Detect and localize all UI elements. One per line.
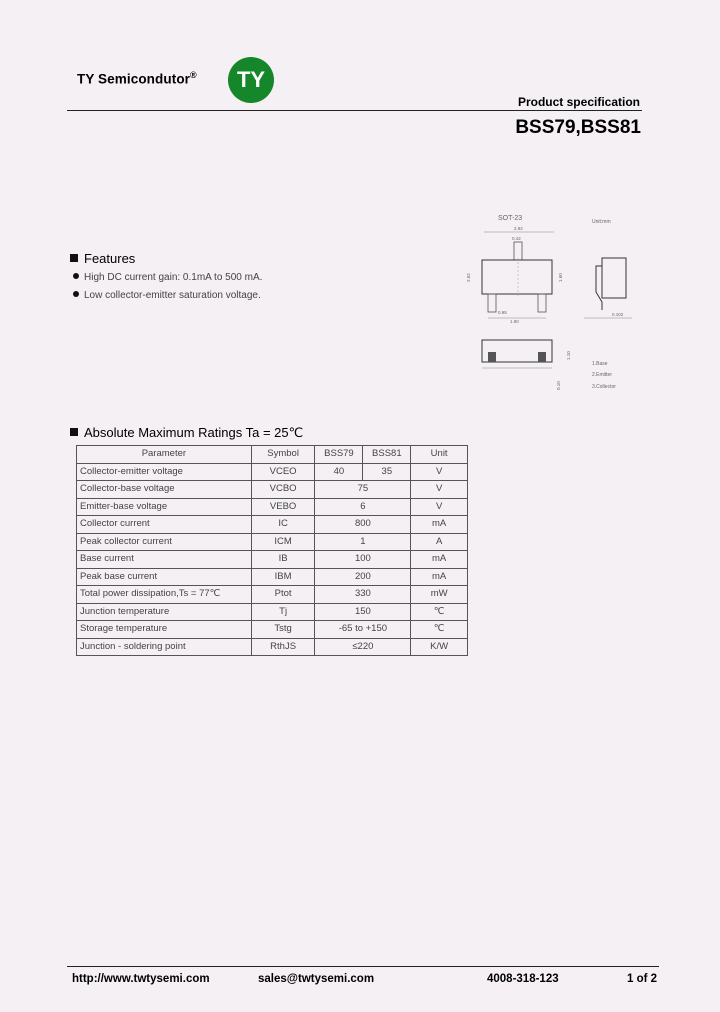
- dim-1-60: 1.60: [558, 273, 563, 282]
- unit-cell: V: [411, 463, 468, 481]
- table-row: [77, 516, 468, 534]
- symbol-cell: IC: [251, 516, 315, 534]
- table-row: [77, 638, 468, 656]
- symbol-cell: Ptot: [251, 586, 315, 604]
- bullet-square-icon: [70, 254, 78, 262]
- pin-top: [514, 242, 522, 260]
- feature-text: Low collector-emitter saturation voltage.: [84, 290, 261, 301]
- registered-mark: ®: [190, 70, 197, 80]
- table-header-row: [77, 446, 468, 464]
- unit-cell: V: [411, 481, 468, 499]
- value-cell: 200: [315, 568, 411, 586]
- symbol-cell: Tj: [251, 603, 315, 621]
- feature-text: High DC current gain: 0.1mA to 500 mA.: [84, 272, 263, 283]
- features-title: Features: [84, 251, 136, 266]
- parameter-cell: Collector-emitter voltage: [77, 463, 252, 481]
- dim-0-10: 0.10: [556, 381, 561, 390]
- parameter-cell: Storage temperature: [77, 621, 252, 639]
- pin-label-emitter: 2.Emitter: [592, 372, 613, 378]
- value-cell: 1: [315, 533, 411, 551]
- parameter-cell: Collector-base voltage: [77, 481, 252, 499]
- symbol-cell: VEBO: [251, 498, 315, 516]
- unit-cell: mA: [411, 551, 468, 569]
- absolute-maximum-ratings-table: [76, 445, 468, 656]
- dim-1-90: 1.90: [510, 319, 519, 324]
- bullet-square-icon: [70, 428, 78, 436]
- parameter-cell: Junction - soldering point: [77, 638, 252, 656]
- unit-cell: mW: [411, 586, 468, 604]
- unit-cell: A: [411, 533, 468, 551]
- unit-cell: ℃: [411, 603, 468, 621]
- pin-label-collector: 3.Collector: [592, 384, 616, 390]
- dim-1-10: 1.10: [566, 351, 571, 360]
- pin-label-base: 1.Base: [592, 361, 608, 367]
- value-cell: 150: [315, 603, 411, 621]
- package-body-side: [602, 258, 626, 298]
- footer-divider: [67, 966, 659, 967]
- footer-email-link[interactable]: sales@twtysemi.com: [258, 973, 375, 985]
- parameter-cell: Total power dissipation,Ts = 77℃: [77, 586, 252, 604]
- value-cell: 100: [315, 551, 411, 569]
- symbol-cell: ICM: [251, 533, 315, 551]
- header-divider: [67, 110, 642, 111]
- symbol-cell: IB: [251, 551, 315, 569]
- product-specification-label: Product specification: [517, 95, 640, 109]
- header-cell: BSS79: [315, 446, 363, 464]
- parameter-cell: Junction temperature: [77, 603, 252, 621]
- package-unit: Unit:mm: [592, 219, 611, 225]
- value-cell: 330: [315, 586, 411, 604]
- table-row: [77, 621, 468, 639]
- feature-item: [73, 272, 262, 283]
- value-cell: 40: [315, 463, 363, 481]
- symbol-cell: IBM: [251, 568, 315, 586]
- dim-2-92: 2.92: [514, 226, 523, 231]
- unit-cell: mA: [411, 568, 468, 586]
- header-cell: Parameter: [77, 446, 252, 464]
- table-row: [77, 463, 468, 481]
- bullet-dot-icon: [73, 291, 79, 297]
- table-row: [77, 551, 468, 569]
- symbol-cell: VCBO: [251, 481, 315, 499]
- table-row: [77, 498, 468, 516]
- footer-phone: 4008-318-123: [487, 973, 559, 985]
- parameter-cell: Collector current: [77, 516, 252, 534]
- dim-0-42: 0.42: [512, 236, 521, 241]
- part-number: BSS79,BSS81: [515, 117, 641, 138]
- header-cell: Unit: [411, 446, 468, 464]
- features-heading: [70, 251, 135, 266]
- package-name: SOT-23: [498, 215, 523, 222]
- pin-left: [488, 294, 496, 312]
- ratings-heading: [70, 425, 303, 441]
- company-name: [77, 70, 197, 87]
- bullet-dot-icon: [73, 273, 79, 279]
- unit-cell: ℃: [411, 621, 468, 639]
- value-cell: 75: [315, 481, 411, 499]
- symbol-cell: RthJS: [251, 638, 315, 656]
- value-cell: 35: [363, 463, 411, 481]
- parameter-cell: Emitter-base voltage: [77, 498, 252, 516]
- table-row: [77, 586, 468, 604]
- parameter-cell: Peak collector current: [77, 533, 252, 551]
- parameter-cell: Peak base current: [77, 568, 252, 586]
- table-row: [77, 481, 468, 499]
- footer-website-link[interactable]: http://www.twtysemi.com: [72, 973, 210, 985]
- unit-cell: K/W: [411, 638, 468, 656]
- table-row: [77, 603, 468, 621]
- value-cell: ≤220: [315, 638, 411, 656]
- value-cell: 800: [315, 516, 411, 534]
- pin-right: [538, 294, 546, 312]
- table-row: [77, 568, 468, 586]
- value-cell: -65 to +150: [315, 621, 411, 639]
- package-outline-drawing: [462, 210, 662, 400]
- table-row: [77, 533, 468, 551]
- feature-item: [73, 290, 261, 301]
- ratings-title: Absolute Maximum Ratings Ta = 25℃: [84, 425, 304, 440]
- unit-cell: mA: [411, 516, 468, 534]
- header-cell: BSS81: [363, 446, 411, 464]
- company-logo: TY: [228, 57, 274, 103]
- unit-cell: V: [411, 498, 468, 516]
- company-label: TY Semicondutor: [77, 71, 191, 87]
- dim-0-102: 0.102: [612, 312, 624, 317]
- value-cell: 6: [315, 498, 411, 516]
- dim-0-95: 0.95: [498, 310, 507, 315]
- page-number: 1 of 2: [627, 973, 658, 985]
- package-body-top: [482, 260, 552, 294]
- symbol-cell: Tstg: [251, 621, 315, 639]
- header-cell: Symbol: [251, 446, 315, 464]
- parameter-cell: Base current: [77, 551, 252, 569]
- symbol-cell: VCEO: [251, 463, 315, 481]
- dim-2-62: 2.62: [466, 273, 471, 282]
